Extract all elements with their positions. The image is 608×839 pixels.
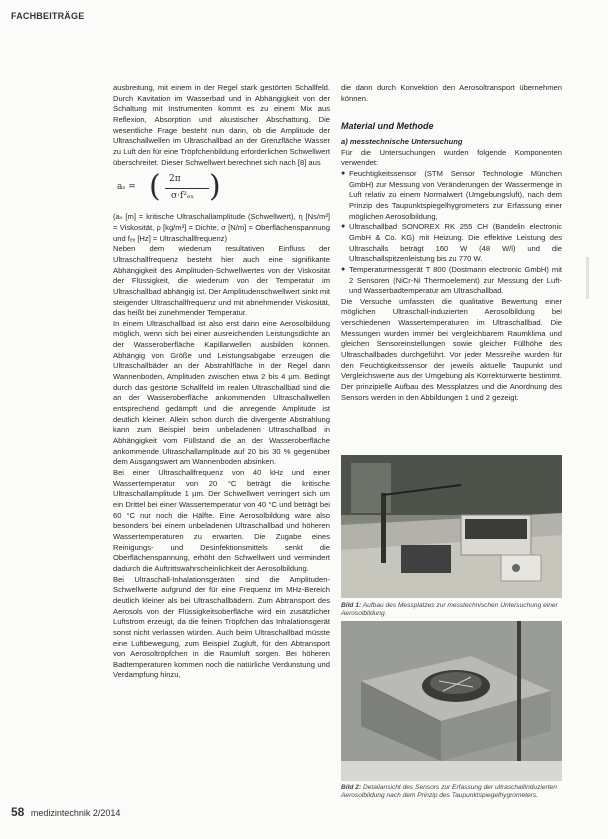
figure-1-label: Bild 1: (341, 602, 362, 609)
figure-2-label: Bild 2: (341, 784, 362, 791)
page-edge-mark (586, 257, 589, 299)
paragraph: die dann durch Konvektion den Aerosoltransport übernehmen können. (341, 83, 562, 103)
paragraph: Bei einer Ultraschallfrequenz von 40 kHz und einer Wassertemperatur von 20 °C beträgt die kritische Ultraschallamplitude 1 µm. Der Schwellwert verringert sich um ein Drittel bei einer Wassertemperatur von 40 °C und beträgt bei 60 °C nur noch die Hälfte. Eine Aerosolbildung wäre also besonders bei einem unbeladenen Ultraschallbad und höheren Wassertemperaturen zu erwarten. Die Zugabe eines Reinigungs- und Desinfektionsmittels senkt die Oberflächenspannung, erhöht den Schwellwert und vermindert dadurch die Auftrittswahrscheinlichkeit der Aerosolbildung. (113, 468, 330, 573)
list-item: ● Temperaturmessgerät T 800 (Dostmann electronic GmbH) mit 2 Sensoren (NiCr-Ni Thermoelement) zur Messung der Luft- und Wasserbadtemperatur am Ultraschallbad. (341, 265, 562, 297)
lab-setup-illustration (341, 455, 562, 598)
formula-denominator: σ·f²ₑₓ (171, 191, 195, 202)
subheading: a) messtechnische Untersuchung (341, 136, 463, 146)
figure-2-caption (341, 784, 558, 801)
formula-close-paren: ) (209, 169, 221, 205)
formula-fraction-bar (165, 188, 209, 189)
formula-lhs: aₛ = (117, 182, 136, 193)
left-column (113, 83, 330, 681)
formula-open-paren: ( (149, 169, 161, 205)
formula-numerator: 2π (169, 174, 181, 185)
paragraph: In einem Ultraschallbad ist also erst dann eine Aerosolbildung möglich, wenn sich bei einer ausreichenden Leistungsdichte an der Wasseroberfläche Kapillarwellen ausbilden können. Abhängig von Größe und Leistungsabgabe erzeugen die Ultraschallbäder an der Abstrahlfläche in der Regel dann Wannenboden, Amplituden zwischen etwa 2 bis 4 µm. Bedingt durch das gestörte Schallfeld im realen Ultraschallbad sind die an der Wasseroberfläche ankommenden Ultraschallwellen entsprechend gedämpft und die anregende Amplitude ist deutlich kleiner. Allein schon durch die divergente Abstrahlung kann zum Beispiel beim unbeladenen Ultraschallbad in Abhängigkeit vom Füllstand die an der Wasseroberfläche ankommende Ultraschallamplitude auf 20 bis 30 % gegenüber dem Ausgangswert am Wannenboden absinken. (113, 318, 330, 467)
section-tag: FACHBEITRÄGE (11, 11, 85, 21)
figure-2-text: Detailansicht des Sensors zur Erfassung der ultraschallinduzierten Aerosolbildung nach dem Prinzip des Taupunktspiegelhygrometers. (341, 784, 557, 800)
figure-1-text: Aufbau des Messplatzes zur messtechnischen Untersuchung einer Aerosolbildung. (341, 602, 558, 618)
paragraph: Neben dem wiederum resultativen Einfluss der Ultraschallfrequenz besteht hier auch eine signifikante Abhängigkeit des Amplituden-Schwellwertes von der Viskosität der Flüssigkeit, die wiederum von der Temperatur im Ultraschallbad abhängig ist. Der Amplitudenschwellwert sinkt mit steigender Ultraschallfrequenz und mit abnehmender Viskosität, das heißt bei zunehmender Temperatur. (113, 244, 330, 318)
page-footer (11, 805, 120, 819)
threshold-formula (113, 168, 330, 212)
figure-2-photo (341, 621, 562, 781)
paragraph: ausbreitung, mit einem in der Regel stark gestörten Schallfeld. Durch Kavitation im Wasserbad und in Abhängigkeit von der Schaltung mit Instrumenten kommt es zu einem Mix aus Reflexion, Absorption und akustischer Abschattung. Die wesentliche Frage besteht nun darin, ob die Amplitude der Ultraschallwellen im Ultraschallbad an der Grenzfläche Wasser zu Luft den für eine Tröpfchenbildung erforderlichen Schwellwert überschreitet. Dieser Schwellwert berechnet sich nach [8] aus (113, 83, 330, 167)
list-item: ● Feuchtigkeitssensor (STM Sensor Technologie München GmbH) zur Messung von Veränderungen der Wassermenge in Luft relativ zu einem Normalwert (Umgebungsluft), nach dem Prinzip des Taupunktspiegelhygrometers zur Erfassung einer möglichen Aerosolbildung, (341, 169, 562, 222)
paragraph: (aₛ [m] = kritische Ultraschallamplitude (Schwellwert), η [Ns/m²] = Viskosität, ρ [kg/m³] = Dichte, σ [N/m] = Oberflächenspannung und fₑₓ [Hz] = Ultraschallfrequenz) (113, 212, 330, 243)
right-column (341, 83, 562, 403)
journal-name: medizintechnik 2/2014 (30, 808, 121, 818)
section-heading: Material und Methode (341, 121, 434, 132)
figure-1-photo (341, 455, 562, 598)
page-number: 58 (11, 805, 25, 819)
paragraph: Die Versuche umfassten die qualitative Bewertung einer möglichen Ultraschall-induzierten Aerosolbildung bei verschiedenen Wassertemperaturen im Ultraschallbad. Die Messungen wurden immer bei vergleichbarem Raumklima und gleichen Sensoreinstellungen sowie gleicher Füllhöhe des Ultraschallbades durchgeführt. Vor jeder Messreihe wurden für den Feuchtigkeitssensor der jeweils aktuelle Taupunkt und Vergleichswerte aus der Umgebung als Korrekturwerte bestimmt. Der prinzipielle Aufbau des Messplatzes und die Anordnung des Sensors werden in den Abbildungen 1 und 2 gezeigt. (341, 296, 562, 402)
formula-fraction (149, 169, 221, 208)
paragraph: Bei Ultraschall-Inhalationsgeräten sind die Amplituden-Schwellwerte aufgrund der für eine Frequenz im MHz-Bereich deutlich kleiner als bei Ultraschallbädern. Zum Abtransport des Aerosols von der Flüssigkeitsoberfläche wird ein zusätzlicher Luftstrom erzeugt, da die feinen Tröpfchen das Inhalationsgerät sonst nicht verlassen würden. Auch beim Ultraschallbad müsste eine Luftbewegung, zum Beispiel Zugluft, für den Abtransport von Aerosoltröpfchen in die Raumluft sorgen. Bei höheren Badtemperaturen kommen noch die natürliche Verdunstung und Verdampfung hinzu, (113, 574, 330, 680)
paragraph: Für die Untersuchungen wurden folgende Komponenten verwendet: (341, 147, 562, 168)
figure-1-caption (341, 602, 558, 619)
sensor-detail-illustration (341, 621, 562, 781)
list-item: ● Ultraschallbad SONOREX RK 255 CH (Bandelin electronic GmbH & Co. KG) mit Heizung. Die effektive Leistung des Ultraschalls beträgt 160 W (48 W/l) und die Ultraschallspitzenleistung bis zu 770 W. (341, 222, 562, 265)
